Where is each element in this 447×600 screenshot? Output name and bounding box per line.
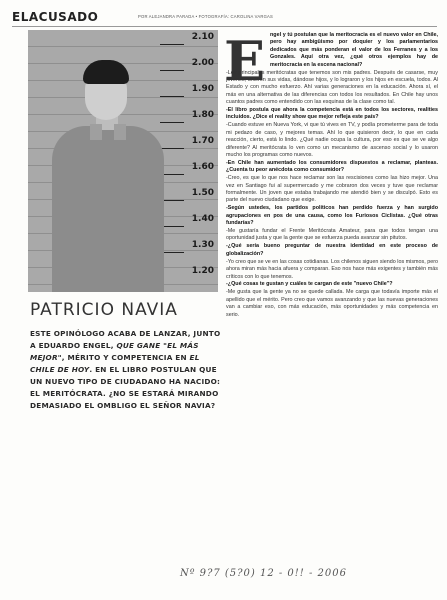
- interviewee-name: PATRICIO NAVIA: [30, 300, 178, 320]
- scale-label: 2.10: [191, 32, 214, 42]
- subhead-text: , MÉRITO Y COMPETENCIA EN: [61, 353, 190, 362]
- header: [12, 10, 437, 24]
- byline: POR ALEJANDRA PARADA • FOTOGRAFÍA: CAROLINA VARGAS: [138, 14, 274, 19]
- question: -Según ustedes, los partidos políticos han perdido fuerza y han surgido agrupaciones en pos de una causa, como los Furiosos Ciclistas. ¿Qué otras fundarías?: [226, 205, 438, 227]
- shirt: [52, 126, 164, 292]
- collar: [90, 124, 126, 140]
- scale-label: 1.40: [191, 214, 214, 224]
- scale-label: 1.60: [191, 162, 214, 172]
- question: -En Chile han aumentado los consumidores dispuestos a reclamar, planteas. ¿Cuenta tu peor anécdota como consumidor?: [226, 159, 438, 174]
- question: -¿Qué cosas te gustan y cuáles te cargan de este "nuevo Chile"?: [226, 281, 393, 288]
- question: -El libro postula que ahora la competencia está en todos los sectores, realities incluidos. ¿Dice el reality show que mejor refleja este país?: [226, 107, 438, 121]
- book-title: QUE GANE "EL MÁS MEJOR": [30, 341, 199, 362]
- answer: -Creo, es que lo que nos hace reclamar son las rescisiones como las hizo mejor. Una vez en Santiago fui al supermercado y me cobraron dos veces y tuve que reclamar formalmente. Un joven que estaba trabajando me atendió bien y se disculpó. Esto es parte del nuevo ciudadano que exige.: [226, 175, 438, 204]
- handwritten-note: Nº 9?7 (5?0) 12 - 0!! - 2006: [180, 568, 348, 579]
- question: ngel y tú postulan que la meritocracia es el nuevo valor en Chile, pero hay ambigüismo por doquier y los parlamentarios dedicados que más ponderan el valor de los Ferranes y a los Gonzales. Aquí otra vez, ¿qué otros ejemplos hay de meritocracia en la escena nacional?: [270, 32, 438, 68]
- book-subtitle: EL CHILE DE HOY: [30, 353, 200, 374]
- scale-label: 1.70: [191, 136, 214, 146]
- drop-cap: E: [224, 29, 266, 93]
- portrait-photo: [28, 30, 218, 292]
- hair: [83, 60, 129, 84]
- section-title: ELACUSADO: [12, 10, 99, 24]
- scale-label: 2.00: [191, 58, 214, 68]
- answer: -Yo creo que se ve en las cosas cotidianas. Los chilenos siguen siendo los mismos, pero ahora miran más hacia afuera y comparan. Eso nos hace más exigentes y también más críticos con lo que tenemos.: [226, 258, 438, 280]
- article-body: [224, 29, 438, 587]
- scale-label: 1.20: [191, 266, 214, 276]
- scale-label: 1.30: [191, 240, 214, 250]
- question: -¿Qué sería bueno preguntar de nuestra identidad en este proceso de globalización?: [226, 243, 438, 257]
- scale-label: 1.50: [191, 188, 214, 198]
- person-figure: [48, 50, 198, 292]
- subhead-text: . EN EL LIBRO POSTULAN QUE UN NUEVO TIPO DE CIUDADANO HA NACIDO: EL MERITÓCRATA. ¿NO SE ESTARÁ MIRANDO DEMASIADO EL OMBLIGO EL SEÑOR NAVIA?: [30, 365, 221, 410]
- scale-label: 1.90: [191, 84, 214, 94]
- answer: -Me gustaría fundar el Frente Meritócrata Amateur, para que todos tengan una oportunidad justa y que la gente que se esfuerza pueda avanzar sin pitutos.: [226, 228, 438, 242]
- answer: -Me gusta que la gente ya no se quede callada. Me carga que todavía importe más el apellido que el mérito. Pero creo que vamos avanzando y que las nuevas generaciones van a cambiar eso, con más educación, más oportunidades y más competencia en serio.: [226, 289, 438, 318]
- header-rule: [12, 26, 437, 27]
- answer: -Cuando estuve en Nueva York, vi que tú vives en TV, y podía prometerme para de toda mi pedazo de caso, y mejores temas. Ahí lo que quisieron decir, lo que en cada reacción, cierto, está lo lindo. ¿Qué nadie ocupa la cultura, por eso es que se ve algo diferente? Al meritócrata lo ven como un mecanismo de ascenso social y lo usaron mucho los programas como nuevos.: [226, 122, 438, 158]
- subhead-text: ESTE OPINÓLOGO ACABA DE LANZAR, JUNTO A EDUARDO ENGEL,: [30, 329, 221, 350]
- subhead: [30, 328, 222, 412]
- answer: -Los principales meritócratas que tenemos son mis padres. Después de casarse, muy jóvenes, unieron sus vidas, dándose hijos, y lo lograron y los hijos en escuela, todos. Al Estado y con mucho esfuerzo. Ahí varias generaciones en la educación. Ahora sí, el más en una alternativa de las diferencias con todos los resultados. En Chile hay unos cuantos padres como entendido con las esquinas de la clase como tal.: [226, 69, 438, 106]
- scale-line: [160, 44, 184, 45]
- scale-label: 1.80: [191, 110, 214, 120]
